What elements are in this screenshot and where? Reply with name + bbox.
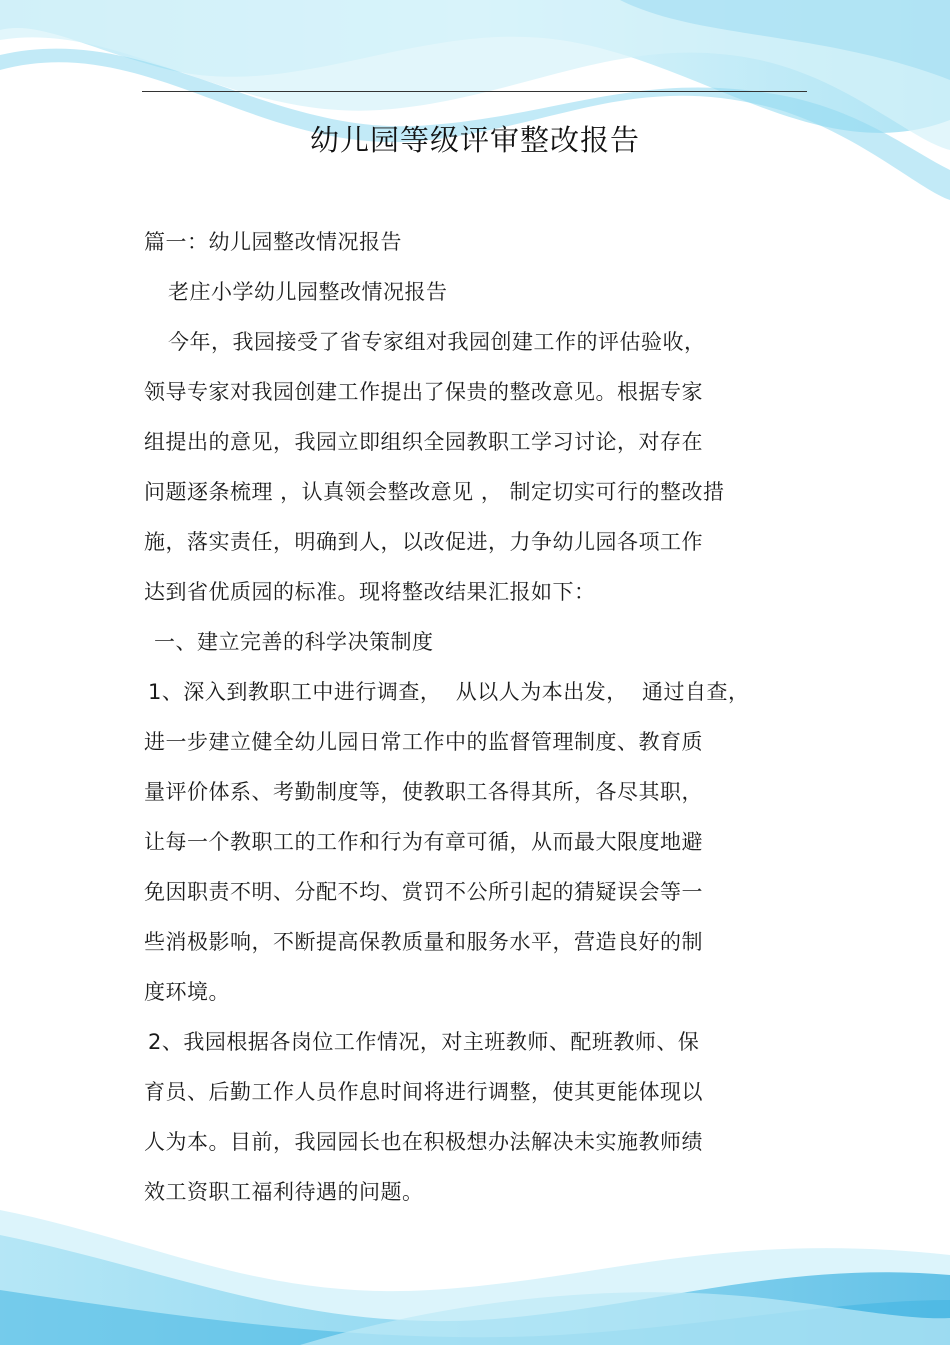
paragraph-line: 度环境。: [144, 980, 230, 1004]
paragraph-line: 领导专家对我园创建工作提出了保贵的整改意见。根据专家: [144, 380, 703, 404]
section-heading: 篇一：幼儿园整改情况报告: [144, 230, 402, 254]
paragraph-line: 些消极影响，不断提高保教质量和服务水平，营造良好的制: [144, 930, 703, 954]
paragraph-line: 组提出的意见，我园立即组织全园教职工学习讨论，对存在: [144, 430, 703, 454]
report-subtitle: 老庄小学幼儿园整改情况报告: [168, 280, 448, 304]
paragraph-line: 人为本。目前，我园园长也在积极想办法解决未实施教师绩: [144, 1130, 703, 1154]
paragraph-line: 进一步建立健全幼儿园日常工作中的监督管理制度、教育质: [144, 730, 703, 754]
paragraph-line: 免因职责不明、分配不均、赏罚不公所引起的猜疑误会等一: [144, 880, 703, 904]
document-title: 幼儿园等级评审整改报告: [309, 123, 640, 157]
paragraph-line: 达到省优质园的标准。现将整改结果汇报如下：: [144, 580, 596, 604]
paragraph-line: 量评价体系、考勤制度等，使教职工各得其所，各尽其职，: [144, 780, 703, 804]
paragraph-line: 问题逐条梳理 ，认真领会整改意见 ， 制定切实可行的整改措: [144, 480, 725, 504]
paragraph-line: 1、深入到教职工中进行调查， 从以人为本出发， 通过自查，: [148, 680, 750, 704]
paragraph-line: 让每一个教职工的工作和行为有章可循，从而最大限度地避: [144, 830, 703, 854]
paragraph-line: 施，落实责任，明确到人，以改促进，力争幼儿园各项工作: [144, 530, 703, 554]
header-rule: [142, 91, 807, 92]
subsection-heading: 一、建立完善的科学决策制度: [154, 630, 434, 654]
paragraph-line: 育员、后勤工作人员作息时间将进行调整，使其更能体现以: [144, 1080, 703, 1104]
paragraph-line: 效工资职工福利待遇的问题。: [144, 1180, 424, 1204]
paragraph-line: 2、我园根据各岗位工作情况，对主班教师、配班教师、保: [148, 1030, 700, 1054]
paragraph-line: 今年，我园接受了省专家组对我园创建工作的评估验收，: [168, 330, 706, 354]
